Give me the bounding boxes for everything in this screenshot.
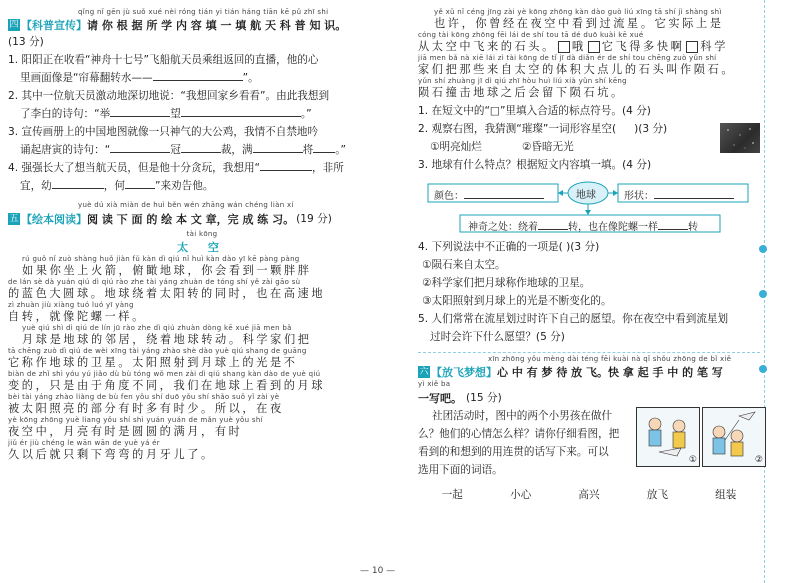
pinyin-line: tā chēng zuò dì qiú de wèi xīng tài yáng zhào shè dào yuè qiú shang de guāng	[8, 347, 307, 355]
sec6-pinyin-2: yì xiě ba	[418, 380, 451, 388]
margin-dot	[759, 245, 767, 253]
section-score: (13 分)	[8, 36, 44, 48]
section-4-header	[8, 17, 396, 33]
text-line: 月球是地球的邻居，绕着地球转动。科学家们把	[22, 333, 312, 346]
r-q2-text: 2. 观察右图，我猜测“璀璨”一词形容星空( )(3 分)	[418, 123, 668, 135]
answer-blank[interactable]	[181, 106, 301, 117]
comic-pictures	[636, 407, 766, 467]
section-number: 五	[9, 214, 19, 224]
pinyin-line: cóng tài kōng zhōng fēi lái de shí tou tā dé duō kuài kē xué	[418, 31, 644, 39]
text-line: 自转，就像陀螺一样。	[8, 310, 146, 323]
article-body	[8, 255, 396, 462]
punctuation-box[interactable]	[686, 41, 698, 53]
section-6-header-2	[418, 389, 760, 407]
text-line: 的蓝色大圆球。地球绕着太阳转的同时，也在高速地	[8, 287, 326, 300]
panel-number: ②	[754, 455, 763, 465]
answer-blank[interactable]	[110, 106, 170, 117]
sec5-pinyin: yuè dú xià miàn de huì běn wén zhāng wán chéng liàn xí	[78, 201, 294, 209]
section-tag: 【放飞梦想】	[431, 366, 497, 379]
section-number: 四	[9, 20, 19, 30]
page-number: — 10 —	[360, 566, 396, 576]
r-q2-options	[418, 138, 667, 156]
q2-line1: 2. 其中一位航天员激动地深切地说：“我想回家乡看看”。由此我想到	[8, 90, 330, 102]
section-6	[418, 352, 763, 502]
answer-blank[interactable]	[658, 220, 688, 230]
r-q5-line2: 过时会许下什么愿望？(5 分)	[430, 331, 565, 343]
pinyin-line: yuè qiú shì dì qiú de lín jū rào zhe dì qiú zhuàn dòng kē xué jiā men bǎ	[22, 324, 292, 332]
prompt-line: 选用下面的词语。	[418, 464, 503, 476]
r-q4-opt3[interactable]: ③太阳照射到月球上的光是不断变化的。	[422, 295, 612, 307]
prompt-line: 看到的和想到的用连贯的话写下来。可以	[418, 446, 609, 458]
text-line: 陨石撞击地球之后会留下陨石坑。	[418, 86, 625, 99]
pinyin-line: biàn de zhǐ shì yóu yú jiǎo dù bù tóng wǒ men zài dì qiú shang kàn dào de yuè qiú	[8, 370, 321, 378]
answer-blank[interactable]	[253, 142, 303, 153]
word-bank	[418, 487, 760, 502]
pinyin-line: de lán sè dà yuán qiú dì qiú rào zhe tài yáng zhuàn de tóng shí yě zài gāo sù	[8, 278, 301, 286]
word-bank-item: 放飞	[646, 489, 668, 501]
text-line: 夜空中，月亮有时是圆圆的满月，有时	[8, 425, 243, 438]
text-line: 久以后就只剩下弯弯的月牙儿了。	[8, 448, 215, 461]
word-bank-item: 组装	[715, 489, 737, 501]
q3-line1: 3. 宣传画册上的中国地图就像一只神气的大公鸡，我情不自禁地吟	[8, 126, 319, 138]
section-score: (19 分)	[296, 213, 332, 225]
section-number: 六	[419, 367, 429, 377]
text-line: 它称作地球的卫星。太阳照射到月球上的光是不	[8, 356, 298, 369]
pinyin-line: jiǔ ér jiù chéng le wān wān de yuè yá ér	[8, 439, 160, 447]
answer-blank[interactable]	[616, 122, 634, 132]
comic-panel-1	[636, 407, 700, 467]
pinyin-line: rú guǒ nǐ zuò shàng huǒ jiàn fǔ kàn dì qiú nǐ huì kàn dào yī kē pàng pàng	[22, 255, 300, 263]
text-line: 如果你坐上火箭，俯瞰地球，你会看到一颗胖胖	[22, 264, 312, 277]
r-q5-line1: 5. 人们常常在流星划过时许下自己的愿望。你在夜空中看到流星划	[418, 313, 729, 325]
answer-blank[interactable]	[464, 189, 544, 199]
prompt-line: 么？他们的心情怎么样？请你仔细看图，把	[418, 428, 620, 440]
magic-label: 神奇之处：绕着 转，也在像陀螺一样 转	[468, 222, 698, 233]
section-title: 阅 读 下 面 的 绘 本 文 章，完 成 练 习。	[87, 213, 295, 226]
answer-blank[interactable]	[654, 189, 734, 199]
r-q1: 1. 在短文中的“□”里填入合适的标点符号。(4 分)	[418, 105, 651, 117]
sec4-pinyin: qǐng nǐ gēn jù suǒ xué nèi róng tián yi tián háng tiān kē pǔ zhī shi	[78, 8, 329, 16]
r-q3: 3. 地球有什么特点？根据短文内容填一填。(4 分)	[418, 159, 652, 171]
pinyin-line: yě xǔ nǐ céng jīng zài yè kōng zhōng kàn dào guò liú xīng tā shí jì shàng shì	[434, 8, 722, 16]
margin-dot	[759, 290, 767, 298]
sec6-pinyin: xīn zhōng yǒu mèng dài téng fēi kuài nà qǐ shǒu zhōng de bǐ xiě	[488, 355, 732, 363]
answer-blank[interactable]	[260, 160, 312, 171]
q1-line1: 1. 阳阳正在收看“神舟十七号”飞船航天员乘组返回的直播，他的心	[8, 54, 319, 66]
answer-blank[interactable]	[110, 142, 170, 153]
answer-blank[interactable]	[52, 178, 104, 189]
word-bank-item: 小心	[509, 489, 532, 501]
pinyin-line: yǔn shí zhuàng jī dì qiú zhī hòu huì liú xià yǔn shí kēng	[418, 77, 627, 85]
text-line: 从太空中飞来的石头。 哦 它飞得多快啊 科学	[418, 40, 728, 53]
r-q4-opt1[interactable]: ①陨石来自太空。	[422, 259, 506, 271]
answer-blank[interactable]	[538, 220, 568, 230]
prompt-line: 社团活动时，图中的两个小男孩在做什	[432, 410, 613, 422]
left-column	[8, 8, 396, 462]
section-tag: 【绘本阅读】	[21, 213, 87, 226]
section-title: 请 你 根 据 所 学 内 容 填 一 填 航 天 科 普 知 识。	[87, 19, 347, 32]
article-continued	[418, 8, 760, 100]
q4-line2: 宜，幼 ，何 ”来劝告他。	[20, 180, 214, 192]
answer-blank[interactable]	[125, 178, 155, 189]
q3-line2: 诵起唐寅的诗句：“ 冠 裁，满 将 。”	[20, 144, 347, 156]
pinyin-line: jiā men bǎ nà xiē lái zì tài kōng de tǐ jī dà diǎn ér de shí tou chēng zuò yǔn shí	[418, 54, 717, 62]
section-tag: 【科普宣传】	[21, 19, 87, 32]
option-2[interactable]: ②昏暗无光	[521, 141, 574, 153]
text-line: 也许，你曾经在夜空中看到过流星。它实际上是	[434, 17, 724, 30]
right-column	[418, 8, 763, 502]
punctuation-box[interactable]	[558, 41, 570, 53]
text-line: 变的，只是由于角度不同，我们在地球上看到的月球	[8, 379, 326, 392]
text-line: 被太阳照亮的部分有时多有时少。所以，在夜	[8, 402, 284, 415]
answer-blank[interactable]	[313, 142, 335, 153]
sec6-body	[418, 407, 763, 479]
answer-blank[interactable]	[153, 70, 243, 81]
r-q4-opt2[interactable]: ②科学家们把月球称作地球的卫星。	[422, 277, 591, 289]
q2-line2: 了李白的诗句：“举 望 。”	[20, 108, 312, 120]
earth-feature-map	[418, 176, 760, 234]
section-score: (15 分)	[466, 392, 502, 404]
shape-label: 形状：	[624, 187, 734, 202]
r-q4: 4. 下列说法中不正确的一项是( )(3 分)	[418, 241, 600, 253]
section-title: 心 中 有 梦 待 放 飞。快 拿 起 手 中 的 笔 写	[497, 366, 723, 379]
option-1[interactable]: ①明亮灿烂	[430, 141, 482, 153]
margin-dot	[759, 365, 767, 373]
article-title-pinyin: tài kōng	[186, 230, 218, 238]
stars-icon	[720, 123, 760, 153]
earth-label: 地球	[576, 190, 596, 201]
answer-blank[interactable]	[181, 142, 221, 153]
pinyin-line: zì zhuàn jiù xiàng tuó luó yī yàng	[8, 301, 134, 309]
article-title: 太 空	[177, 241, 227, 254]
color-label: 颜色：	[434, 187, 544, 202]
section-title-2: 一写吧。	[418, 392, 462, 405]
word-bank-item: 一起	[441, 489, 463, 501]
r-q2	[418, 120, 760, 156]
comic-panel-2	[702, 407, 766, 467]
section-5-header	[8, 210, 396, 228]
punctuation-box[interactable]	[588, 41, 600, 53]
text-line: 家们把那些来自太空的体积大点儿的石头叫作陨石。	[418, 63, 736, 76]
q1-line2: 里画面像是“帘幕翻转水—— ”。	[20, 72, 259, 84]
section-6-header	[418, 364, 760, 380]
panel-number: ①	[688, 455, 697, 465]
starry-sky-image	[720, 123, 760, 153]
word-bank-item: 高兴	[578, 489, 600, 501]
pinyin-line: bèi tài yáng zhào liàng de bù fen yǒu shí duō yǒu shí shǎo suǒ yǐ zài yè	[8, 393, 280, 401]
q4-line1: 4. 强强长大了想当航天员，但是他十分贪玩，我想用“ ，非所	[8, 162, 344, 174]
pinyin-line: yè kōng zhōng yuè liang yǒu shí shì yuán yuán de mǎn yuè yǒu shí	[8, 416, 263, 424]
